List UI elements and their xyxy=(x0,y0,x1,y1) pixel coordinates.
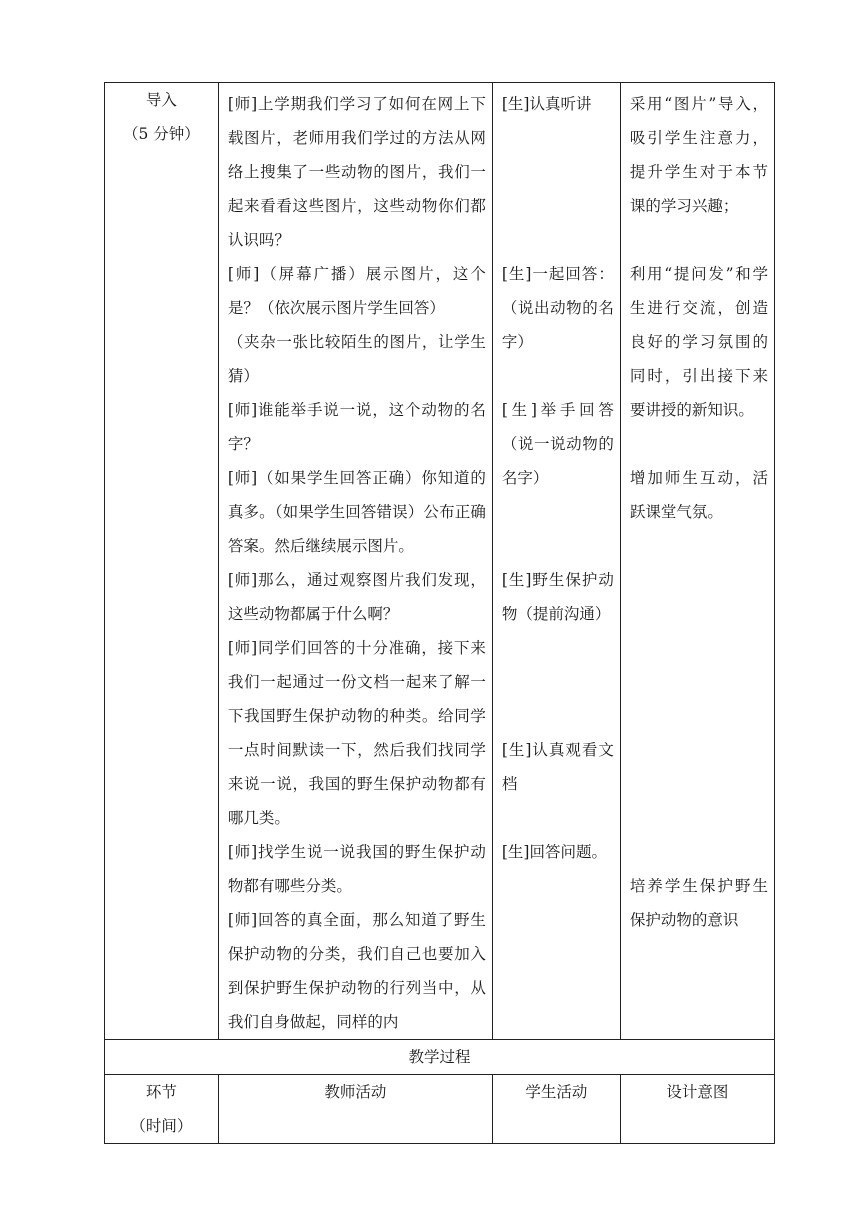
lesson-plan-table xyxy=(104,82,775,1144)
student-text: [生]野生保护动物（提前沟通） xyxy=(501,571,614,623)
teacher-text: [师]（屏幕广播）展示图片，这个是？（依次展示图片学生回答） xyxy=(227,265,486,317)
teacher-text: （夹杂一张比较陌生的图片，让学生猜） xyxy=(227,333,486,385)
stage-time: （5 分钟） xyxy=(123,125,200,143)
header-student: 学生活动 xyxy=(492,1075,620,1144)
teacher-text: [师]那么，通过观察图片我们发现，这些动物都属于什么啊？ xyxy=(227,571,486,623)
stage-name: 导入 xyxy=(145,91,177,109)
student-text: [生]回答问题。 xyxy=(501,843,607,861)
header-stage xyxy=(105,1075,219,1144)
intro-row xyxy=(105,83,775,1040)
teacher-text: [师]（如果学生回答正确）你知道的真多。（如果学生回答错误）公布正确答案。然后继续展示图片。 xyxy=(227,469,486,555)
student-activity-cell xyxy=(492,83,620,1040)
teacher-text: [师]同学们回答的十分准确，接下来我们一起通过一份文档一起来了解一下我国野生保护动物的种类。给同学一点时间默读一下，然后我们找同学来说一说，我国的野生保护动物都有哪几类。 xyxy=(227,639,486,827)
header-teacher: 教师活动 xyxy=(218,1075,492,1144)
header-stage-sub: （时间） xyxy=(130,1117,193,1135)
header-stage-label: 环节 xyxy=(145,1083,177,1101)
intent-text: 利用“提问发”和学生进行交流，创造良好的学习氛围的同时，引出接下来要讲授的新知识。 xyxy=(629,265,768,419)
teacher-text: [师]找学生说一说我国的野生保护动物都有哪些分类。 xyxy=(227,843,486,895)
student-text: [生]认真观看文档 xyxy=(501,741,614,793)
student-text: [生]举手回答（说一说动物的名字） xyxy=(501,401,614,487)
teacher-activity-cell xyxy=(218,83,492,1040)
teacher-text: [师]谁能举手说一说，这个动物的名字？ xyxy=(227,401,486,453)
student-text: [生]一起回答：（说出动物的名字） xyxy=(501,265,614,351)
section-title-row xyxy=(105,1040,775,1075)
teacher-text: [师]上学期我们学习了如何在网上下载图片，老师用我们学过的方法从网络上搜集了一些动物的图片，我们一起来看看这些图片，这些动物你们都认识吗？ xyxy=(227,95,486,249)
stage-cell xyxy=(105,83,219,1040)
intent-text: 采用“图片”导入，吸引学生注意力，提升学生对于本节课的学习兴趣； xyxy=(629,95,768,215)
student-text: [生]认真听讲 xyxy=(501,95,592,113)
intent-text: 培养学生保护野生保护动物的意识 xyxy=(629,877,768,929)
header-intent: 设计意图 xyxy=(620,1075,774,1144)
section-title: 教学过程 xyxy=(105,1040,775,1075)
teacher-text: [师]回答的真全面，那么知道了野生保护动物的分类，我们自己也要加入到保护野生保护动物的行列当中，从我们自身做起，同样的内 xyxy=(227,911,486,1031)
column-header-row xyxy=(105,1075,775,1144)
intent-text: 增加师生互动，活跃课堂气氛。 xyxy=(629,469,768,521)
design-intent-cell xyxy=(620,83,774,1040)
